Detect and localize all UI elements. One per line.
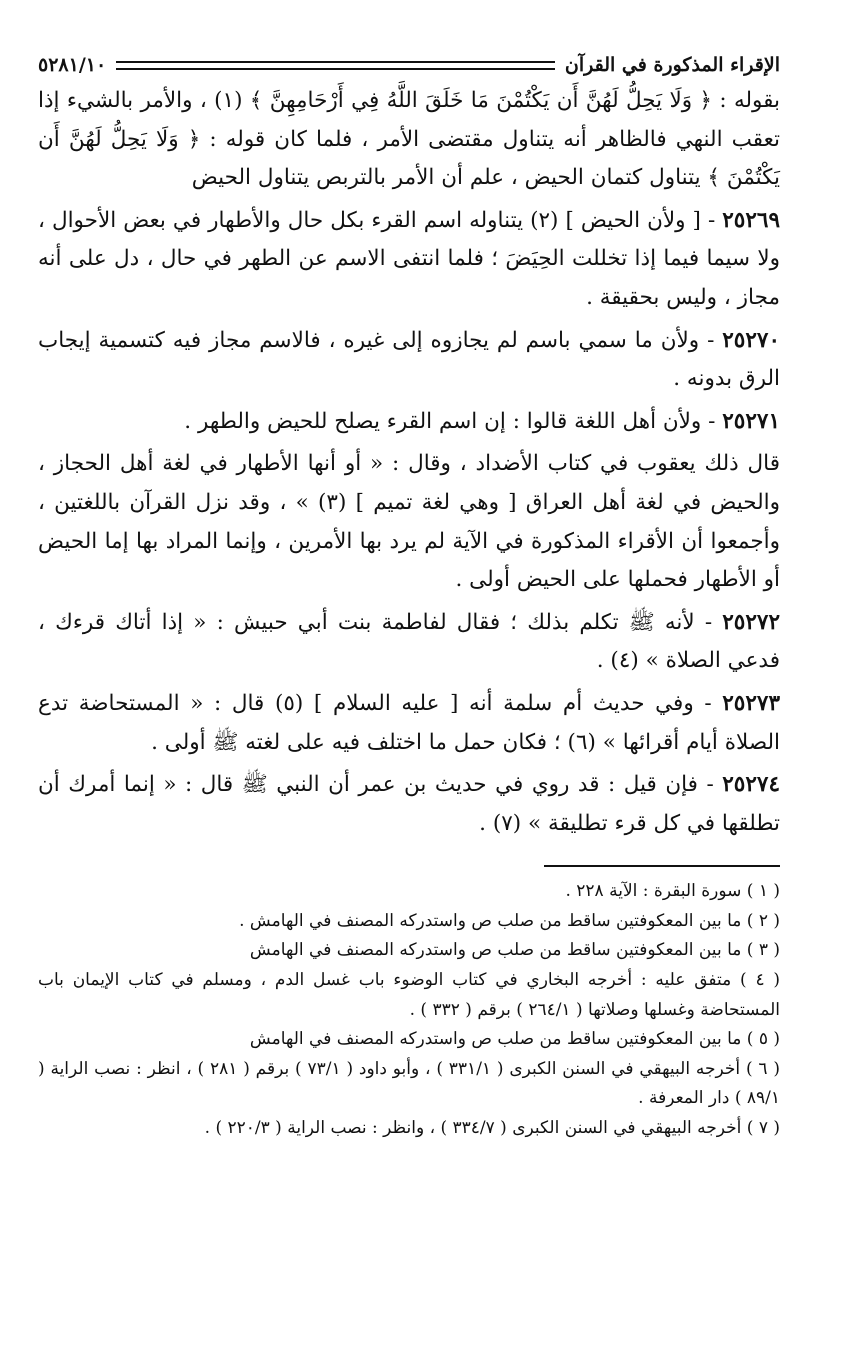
header-page-ref: ٥٢٨١/١٠ <box>38 54 107 76</box>
header-title: الإقراء المذكورة في القرآن <box>564 54 780 76</box>
paragraph-text: - وفي حديث أم سلمة أنه [ عليه السلام ] (٥) قال : « المستحاضة تدع الصلاة أيام أقرائها » (٦) ؛ فكان حمل ما اختلف فيه على لغته ﷺ أولى . <box>38 690 780 755</box>
paragraph-text: قال ذلك يعقوب في كتاب الأضداد ، وقال : « أو أنها الأطهار في لغة أهل الحجاز ، والحيض في لغة أهل العراق [ وهي لغة تميم ] (٣) » ، وقد نزل القرآن باللغتين ، وأجمعوا أن الأقراء المذكورة في الآية لم يرد بها الأمرين ، وإنما المراد بها إما الحيض أو الأطهار فحملها على الحيض أولى . <box>38 451 780 593</box>
running-header <box>38 48 780 82</box>
footnotes <box>38 877 780 1143</box>
paragraph <box>38 322 780 399</box>
footnote: ( ٣ ) ما بين المعكوفتين ساقط من صلب ص واستدركه المصنف في الهامش <box>249 940 780 961</box>
paragraph <box>38 82 780 198</box>
paragraph-text: - [ ولأن الحيض ] (٢) يتناوله اسم القرء بكل حال والأطهار في بعض الأحوال ، ولا سيما فيما إذا تخللت الحِيَضَ ؛ فلما انتفى الاسم عن الطهر في حال ، دل على أنه مجاز ، وليس بحقيقة . <box>38 207 780 310</box>
footnote: ( ٥ ) ما بين المعكوفتين ساقط من صلب ص واستدركه المصنف في الهامش <box>249 1029 780 1050</box>
footnote: ( ٢ ) ما بين المعكوفتين ساقط من صلب ص واستدركه المصنف في الهامش . <box>239 910 780 931</box>
footnote-separator <box>544 865 780 867</box>
paragraph <box>38 604 780 681</box>
paragraph <box>38 202 780 318</box>
footnote: ( ٧ ) أخرجه البيهقي في السنن الكبرى ( ٣٣٤/٧ ) ، وانظر : نصب الراية ( ٢٢٠/٣ ) . <box>204 1118 780 1139</box>
paragraph-text: - فإن قيل : قد روي في حديث بن عمر أن النبي ﷺ قال : « إنما أمرك أن تطلقها في كل قرء تطليقة » (٧) . <box>38 772 780 836</box>
paragraph <box>38 403 780 442</box>
paragraph-number: ٢٥٢٧٠ <box>722 327 780 353</box>
paragraph-text: - لأنه ﷺ تكلم بذلك ؛ فقال لفاطمة بنت أبي حبيش : « إذا أتاك قرءك ، فدعي الصلاة » (٤) . <box>38 609 780 674</box>
paragraph <box>38 766 780 843</box>
paragraph-number: ٢٥٢٧٣ <box>722 690 780 716</box>
paragraph <box>38 685 780 762</box>
paragraph-number: ٢٥٢٧٢ <box>722 609 780 635</box>
main-text <box>38 82 780 843</box>
paragraph-number: ٢٥٢٦٩ <box>722 207 780 233</box>
paragraph <box>38 445 780 599</box>
paragraph-text: - ولأن ما سمي باسم لم يجازوه إلى غيره ، فالاسم مجاز فيه كتسمية إيجاب الرق بدونه . <box>38 327 780 392</box>
paragraph-text: - ولأن أهل اللغة قالوا : إن اسم القرء يصلح للحيض والطهر . <box>184 408 723 434</box>
paragraph-text: بقوله : ﴿ وَلَا يَحِلُّ لَهُنَّ أَن يَكْتُمْنَ مَا خَلَقَ اللَّهُ فِي أَرْحَامِهِنَّ ﴾ (١) ، والأمر بالشيء إذا تعقب النهي فالظاهر أنه يتناول مقتضى الأمر ، فلما كان قوله : ﴿ وَلَا يَحِلُّ لَهُنَّ أَن يَكْتُمْنَ ﴾ يتناول كتمان الحيض ، علم أن الأمر بالتربص يتناول الحيض <box>38 88 780 191</box>
footnote: ( ٤ ) متفق عليه : أخرجه البخاري في كتاب الوضوء باب غسل الدم ، ومسلم في كتاب الإيمان باب المستحاضة وغسلها وصلاتها ( ٢٦٤/١ ) برقم ( ٣٣٢ ) . <box>38 970 780 1020</box>
document-page <box>38 48 780 1144</box>
paragraph-number: ٢٥٢٧٤ <box>722 772 780 798</box>
footnote: ( ١ ) سورة البقرة : الآية ٢٢٨ . <box>565 881 780 902</box>
footnote: ( ٦ ) أخرجه البيهقي في السنن الكبرى ( ٣٣١/١ ) ، وأبو داود ( ٧٣/١ ) برقم ( ٢٨١ ) ، انظر : نصب الراية ( ٨٩/١ ) دار المعرفة . <box>38 1058 780 1109</box>
paragraph-number: ٢٥٢٧١ <box>722 408 780 434</box>
header-rule <box>116 61 555 70</box>
